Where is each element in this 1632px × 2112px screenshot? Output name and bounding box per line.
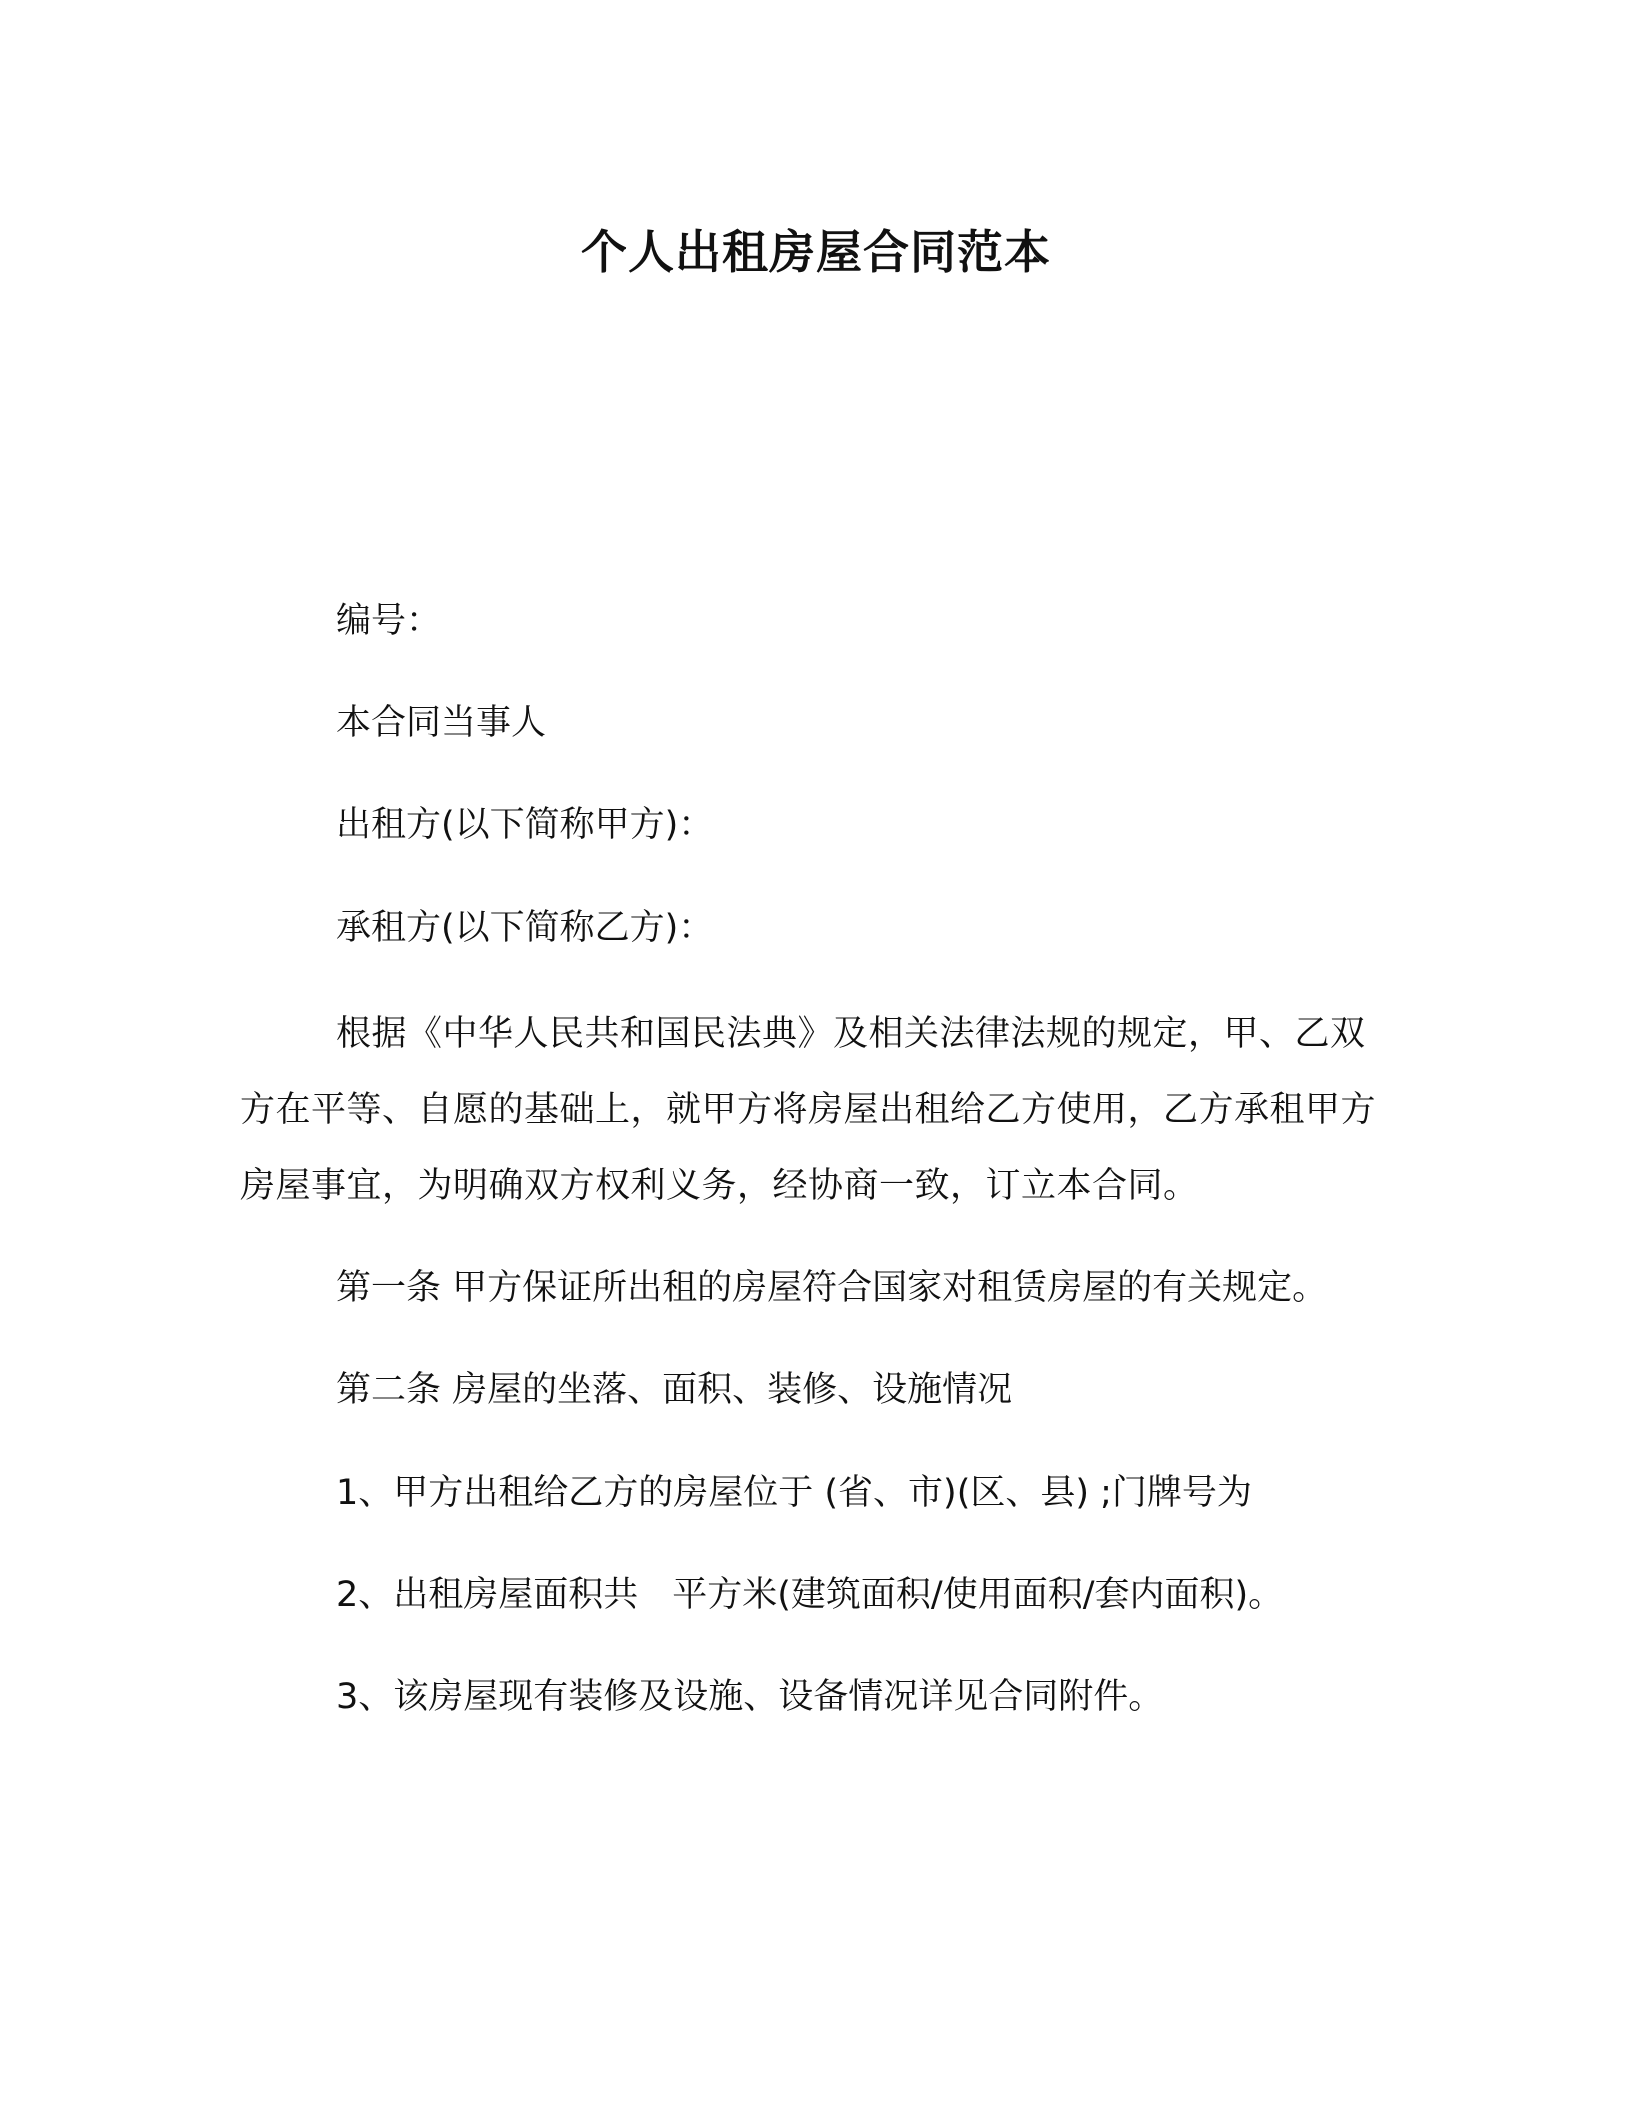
parties-heading: 本合同当事人 (336, 703, 547, 743)
article-1: 第一条 甲方保证所出租的房屋符合国家对租赁房屋的有关规定。 (336, 1268, 1328, 1308)
article-2-item-2 (336, 1571, 1283, 1619)
article-2-heading: 第二条 房屋的坐落、面积、装修、设施情况 (336, 1370, 1013, 1410)
contract-number-label: 编号： (336, 601, 442, 641)
article-2-item-3: 3、该房屋现有装修及设施、设备情况详见合同附件。 (336, 1677, 1164, 1717)
item-2-text-end: 平方米(建筑面积/使用面积/套内面积)。 (672, 1575, 1284, 1615)
preamble-paragraph: 根据《中华人民共和国民法典》及相关法律法规的规定，甲、乙双方在平等、自愿的基础上，就甲方将房屋出租给乙方使用，乙方承租甲方房屋事宜，为明确双方权利义务，经协商一致，订立本合同。 (240, 1014, 1377, 1206)
lessee-label: 承租方(以下简称乙方)： (336, 908, 714, 948)
article-2-item-1: 1、甲方出租给乙方的房屋位于 (省、市)(区、县) ;门牌号为 (336, 1473, 1252, 1513)
lessor-label: 出租方(以下简称甲方)： (336, 805, 714, 845)
document-title: 个人出租房屋合同范本 (581, 225, 1051, 279)
item-2-text-start: 2、出租房屋面积共 (336, 1575, 639, 1615)
